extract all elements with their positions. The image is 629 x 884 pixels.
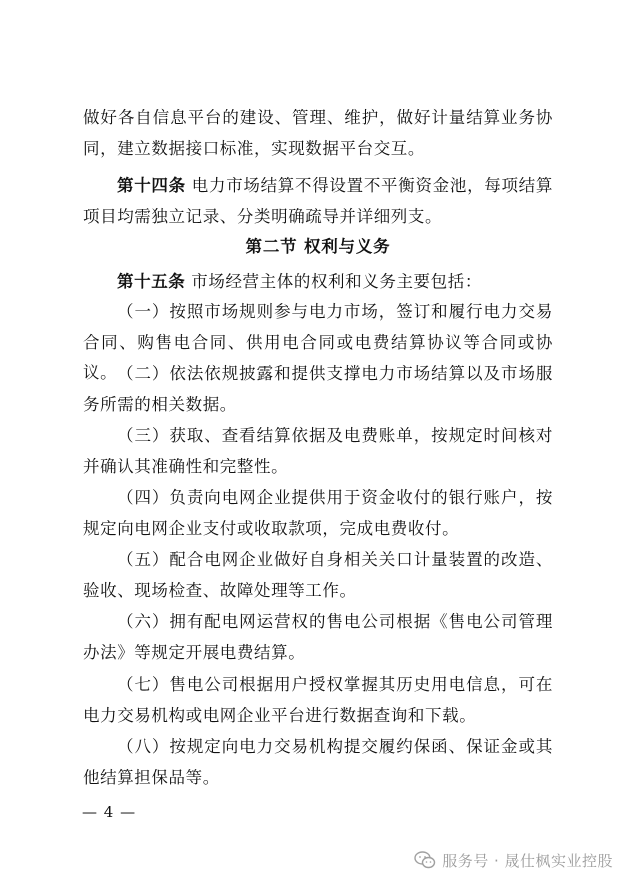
article-15-text: 市场经营主体的权利和义务主要包括： (185, 272, 482, 291)
page-number: — 4 — (82, 803, 137, 821)
list-item-6: （六）拥有配电网运营权的售电公司根据《售电公司管理办法》等规定开展电费结算。 (83, 612, 553, 662)
list-item-8: （八）按规定向电力交易机构提交履约保函、保证金或其他结算担保品等。 (83, 737, 553, 787)
list-item-7: （七）售电公司根据用户授权掌握其历史用电信息，可在电力交易机构或电网企业平台进行数据查询和下载。 (83, 675, 553, 725)
list-item-4: （四）负责向电网企业提供用于资金收付的银行账户，按规定向电网企业支付或收取款项，完成电费收付。 (83, 488, 553, 538)
section-heading: 第二节 权利与义务 (245, 237, 391, 256)
paragraph-continuation: 做好各自信息平台的建设、管理、维护，做好计量结算业务协同，建立数据接口标准，实现数据平台交互。 (83, 108, 553, 158)
list-item-3: （三）获取、查看结算依据及电费账单，按规定时间核对并确认其准确性和完整性。 (83, 426, 553, 476)
list-item-2: （二）依法依规披露和提供支撑电力市场结算以及市场服务所需的相关数据。 (83, 364, 553, 414)
article-14-label: 第十四条 (117, 176, 186, 195)
article-15-label: 第十五条 (117, 272, 186, 291)
wechat-icon (414, 851, 436, 869)
list-item-5: （五）配合电网企业做好自身相关关口计量装置的改造、验收、现场检查、故障处理等工作。 (83, 550, 553, 600)
article-15 (83, 267, 553, 298)
account-watermark (414, 847, 613, 873)
article-14-text: 电力市场结算不得设置不平衡资金池，每项结算项目均需独立记录、分类明确疏导并详细列支。 (83, 176, 553, 226)
watermark-text: 服务号 · 晟仕枫实业控股 (442, 851, 613, 870)
article-14 (83, 171, 553, 232)
list-item-1: （一）按照市场规则参与电力市场，签订和履行电力交易合同、购售电合同、供用电合同或电费结算协议等合同或协议。 (83, 302, 553, 383)
